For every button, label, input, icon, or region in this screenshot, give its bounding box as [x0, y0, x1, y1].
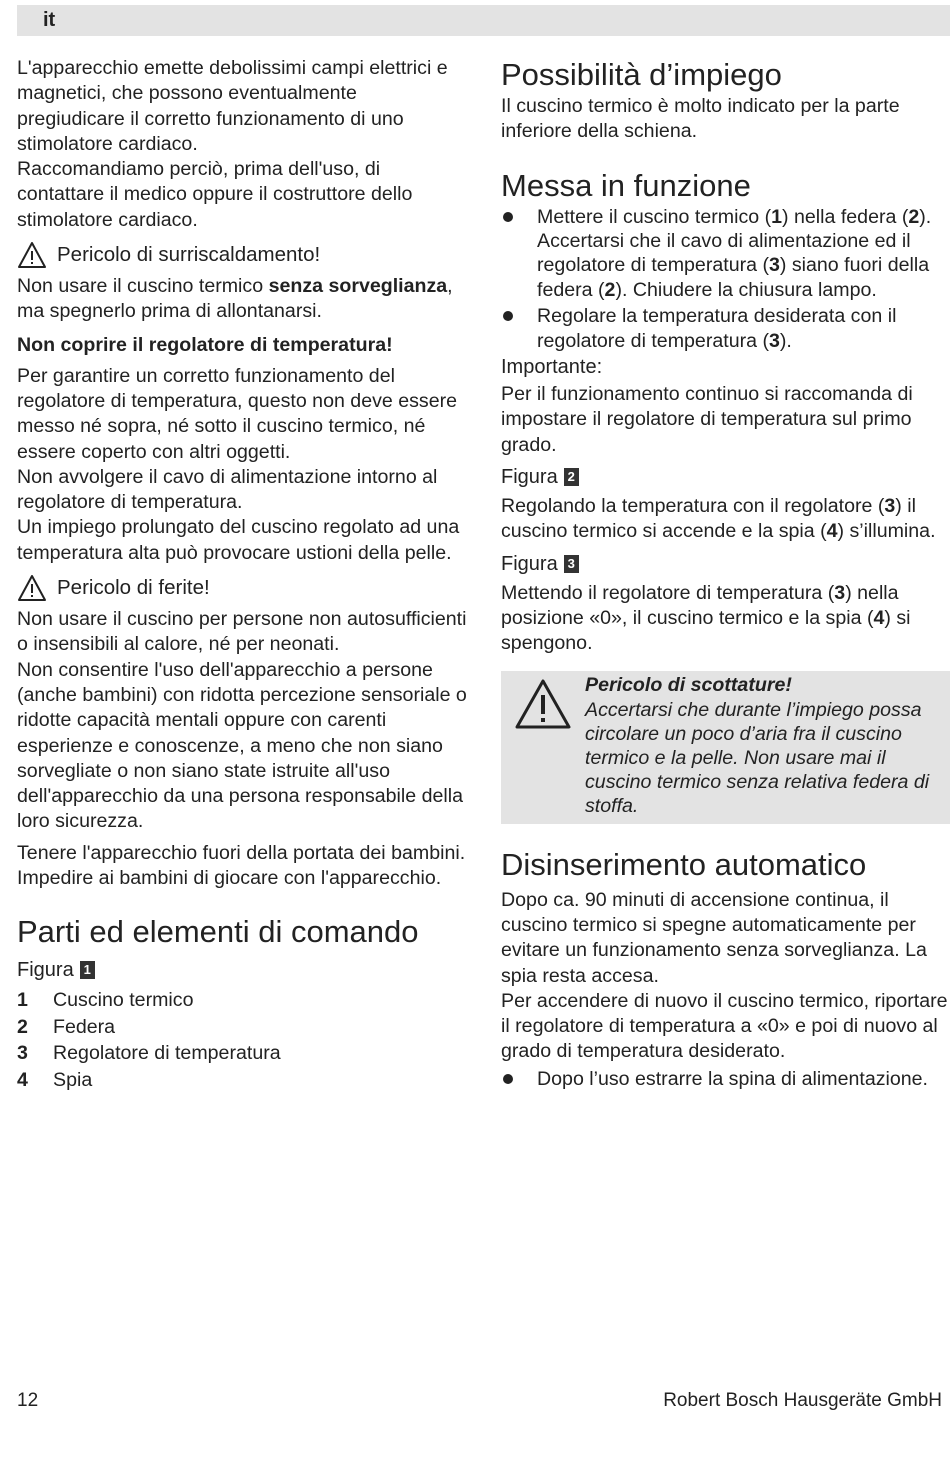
warning-triangle-icon: [513, 677, 573, 731]
important-text: Per il funzionamento continuo si raccomanda di impostare il regolatore di temperatura sul primo grado.: [501, 383, 913, 456]
parts-heading: Parti ed elementi di comando: [17, 914, 419, 950]
list-item: 4 Spia: [17, 1068, 93, 1091]
scald-warning-text: Accertarsi che durante l’impiego possa circolare un poco d’aria fra il cuscino termico e la pelle. Non usare mai il cuscino termico senza relativa federa di stoffa.: [585, 698, 930, 818]
injury-warning-title: Pericolo di ferite!: [57, 576, 210, 600]
cable-paragraph: Non avvolgere il cavo di alimentazione intorno al regolatore di temperatura.: [17, 465, 438, 514]
reduced-capacity-paragraph: Non consentire l'uso dell'apparecchio a persone (anche bambini) con ridotta percezione sensoriale o ridotte capacità mentali oppure con carenti esperienze e conoscenze, a meno che non siano sorvegliate o non siano state istruite all'uso dell'apparecchio da una persona responsabile della loro sicurezza.: [17, 658, 467, 833]
children-paragraph: Tenere l'apparecchio fuori della portata dei bambini. Impedire ai bambini di giocare con l'apparecchio.: [17, 841, 466, 890]
figure-2-text: Regolando la temperatura con il regolatore (3) il cuscino termico si accende e la spia (4) s’illumina.: [501, 494, 936, 543]
auto-off-heading: Disinserimento automatico: [501, 846, 867, 882]
list-item: 3 Regolatore di temperatura: [17, 1042, 281, 1065]
overheat-warning-title: Pericolo di surriscaldamento!: [57, 243, 321, 267]
no-cover-heading: Non coprire il regolatore di temperatura!: [17, 333, 393, 356]
figure-2-label: Figura 2: [501, 464, 950, 490]
right-column: [501, 56, 950, 1093]
figure-number-box: 3: [564, 555, 579, 573]
burn-paragraph: Un impiego prolungato del cuscino regolato ad una temperatura alta può provocare ustioni della pelle.: [17, 516, 460, 564]
language-bar: [17, 5, 950, 36]
overheat-text: Non usare il cuscino termico senza sorveglianza, ma spegnerlo prima di allontanarsi.: [17, 275, 453, 323]
figure-number-box: 1: [80, 961, 95, 979]
warning-triangle-icon: [17, 574, 47, 602]
regulator-paragraph: Per garantire un corretto funzionamento del regolatore di temperatura, questo non deve essere messo né sopra, né sotto il cuscino termico, né essere coperto con altri oggetti.: [17, 364, 458, 463]
bullet-icon: [501, 205, 537, 303]
bullet-icon: [501, 304, 537, 353]
important-label: Importante:: [501, 356, 603, 379]
warning-triangle-icon: [17, 241, 47, 269]
list-item: Regolare la temperatura desiderata con il regolatore di temperatura (3).: [501, 304, 950, 353]
language-code: it: [43, 9, 56, 31]
figure-3-label: Figura 3: [501, 551, 950, 577]
bullet-icon: [501, 1067, 537, 1091]
start-heading: Messa in funzione: [501, 167, 751, 203]
start-bullets: [501, 205, 950, 353]
list-item: 2 Federa: [17, 1015, 116, 1038]
figure-3-text: Mettendo il regolatore di temperatura (3) nella posizione «0», il cuscino termico e la spia (4) si spengono.: [501, 581, 911, 655]
page-number: 12: [17, 1390, 39, 1411]
scald-warning-box: [501, 671, 950, 823]
restart-paragraph: Per accendere di nuovo il cuscino termico, riportare il regolatore di temperatura a «0» e poi di nuovo al grado di temperatura desiderato.: [501, 989, 948, 1063]
parts-list: [17, 987, 467, 1093]
list-item: 1 Cuscino termico: [17, 989, 194, 1012]
injury-warning: [17, 574, 467, 602]
pacemaker-paragraph: L'apparecchio emette debolissimi campi elettrici e magnetici, che possono eventualmente pregiudicare il corretto funzionamento di uno stimolatore cardiaco.: [17, 57, 448, 155]
auto-off-bullets: [501, 1067, 950, 1091]
figure-number-box: 2: [564, 468, 579, 486]
persons-paragraph: Non usare il cuscino per persone non autosufficienti o insensibili al calore, né per neonati.: [17, 608, 467, 656]
list-item: Mettere il cuscino termico (1) nella federa (2). Accertarsi che il cavo di alimentazione ed il regolatore di temperatura (3) siano fuori della federa (2). Chiudere la chiusura lampo.: [501, 205, 950, 303]
company-name: Robert Bosch Hausgeräte GmbH: [663, 1390, 942, 1411]
overheat-warning: [17, 241, 467, 269]
pacemaker-advice: Raccomandiamo perciò, prima dell'uso, di contattare il medico oppure il costruttore dello stimolatore cardiaco.: [17, 158, 413, 231]
use-heading: Possibilità d’impiego: [501, 57, 782, 92]
scald-warning-title: Pericolo di scottature!: [585, 674, 792, 697]
use-text: Il cuscino termico è molto indicato per la parte inferiore della schiena.: [501, 95, 900, 143]
list-item: Dopo l’uso estrarre la spina di alimentazione.: [501, 1067, 950, 1091]
auto-off-paragraph: Dopo ca. 90 minuti di accensione continua, il cuscino termico si spegne automaticamente per evitare un funzionamento senza sorveglianza. La spia resta accesa.: [501, 888, 927, 987]
figure-1-label: Figura 1: [17, 957, 467, 983]
left-column: [17, 56, 467, 1093]
